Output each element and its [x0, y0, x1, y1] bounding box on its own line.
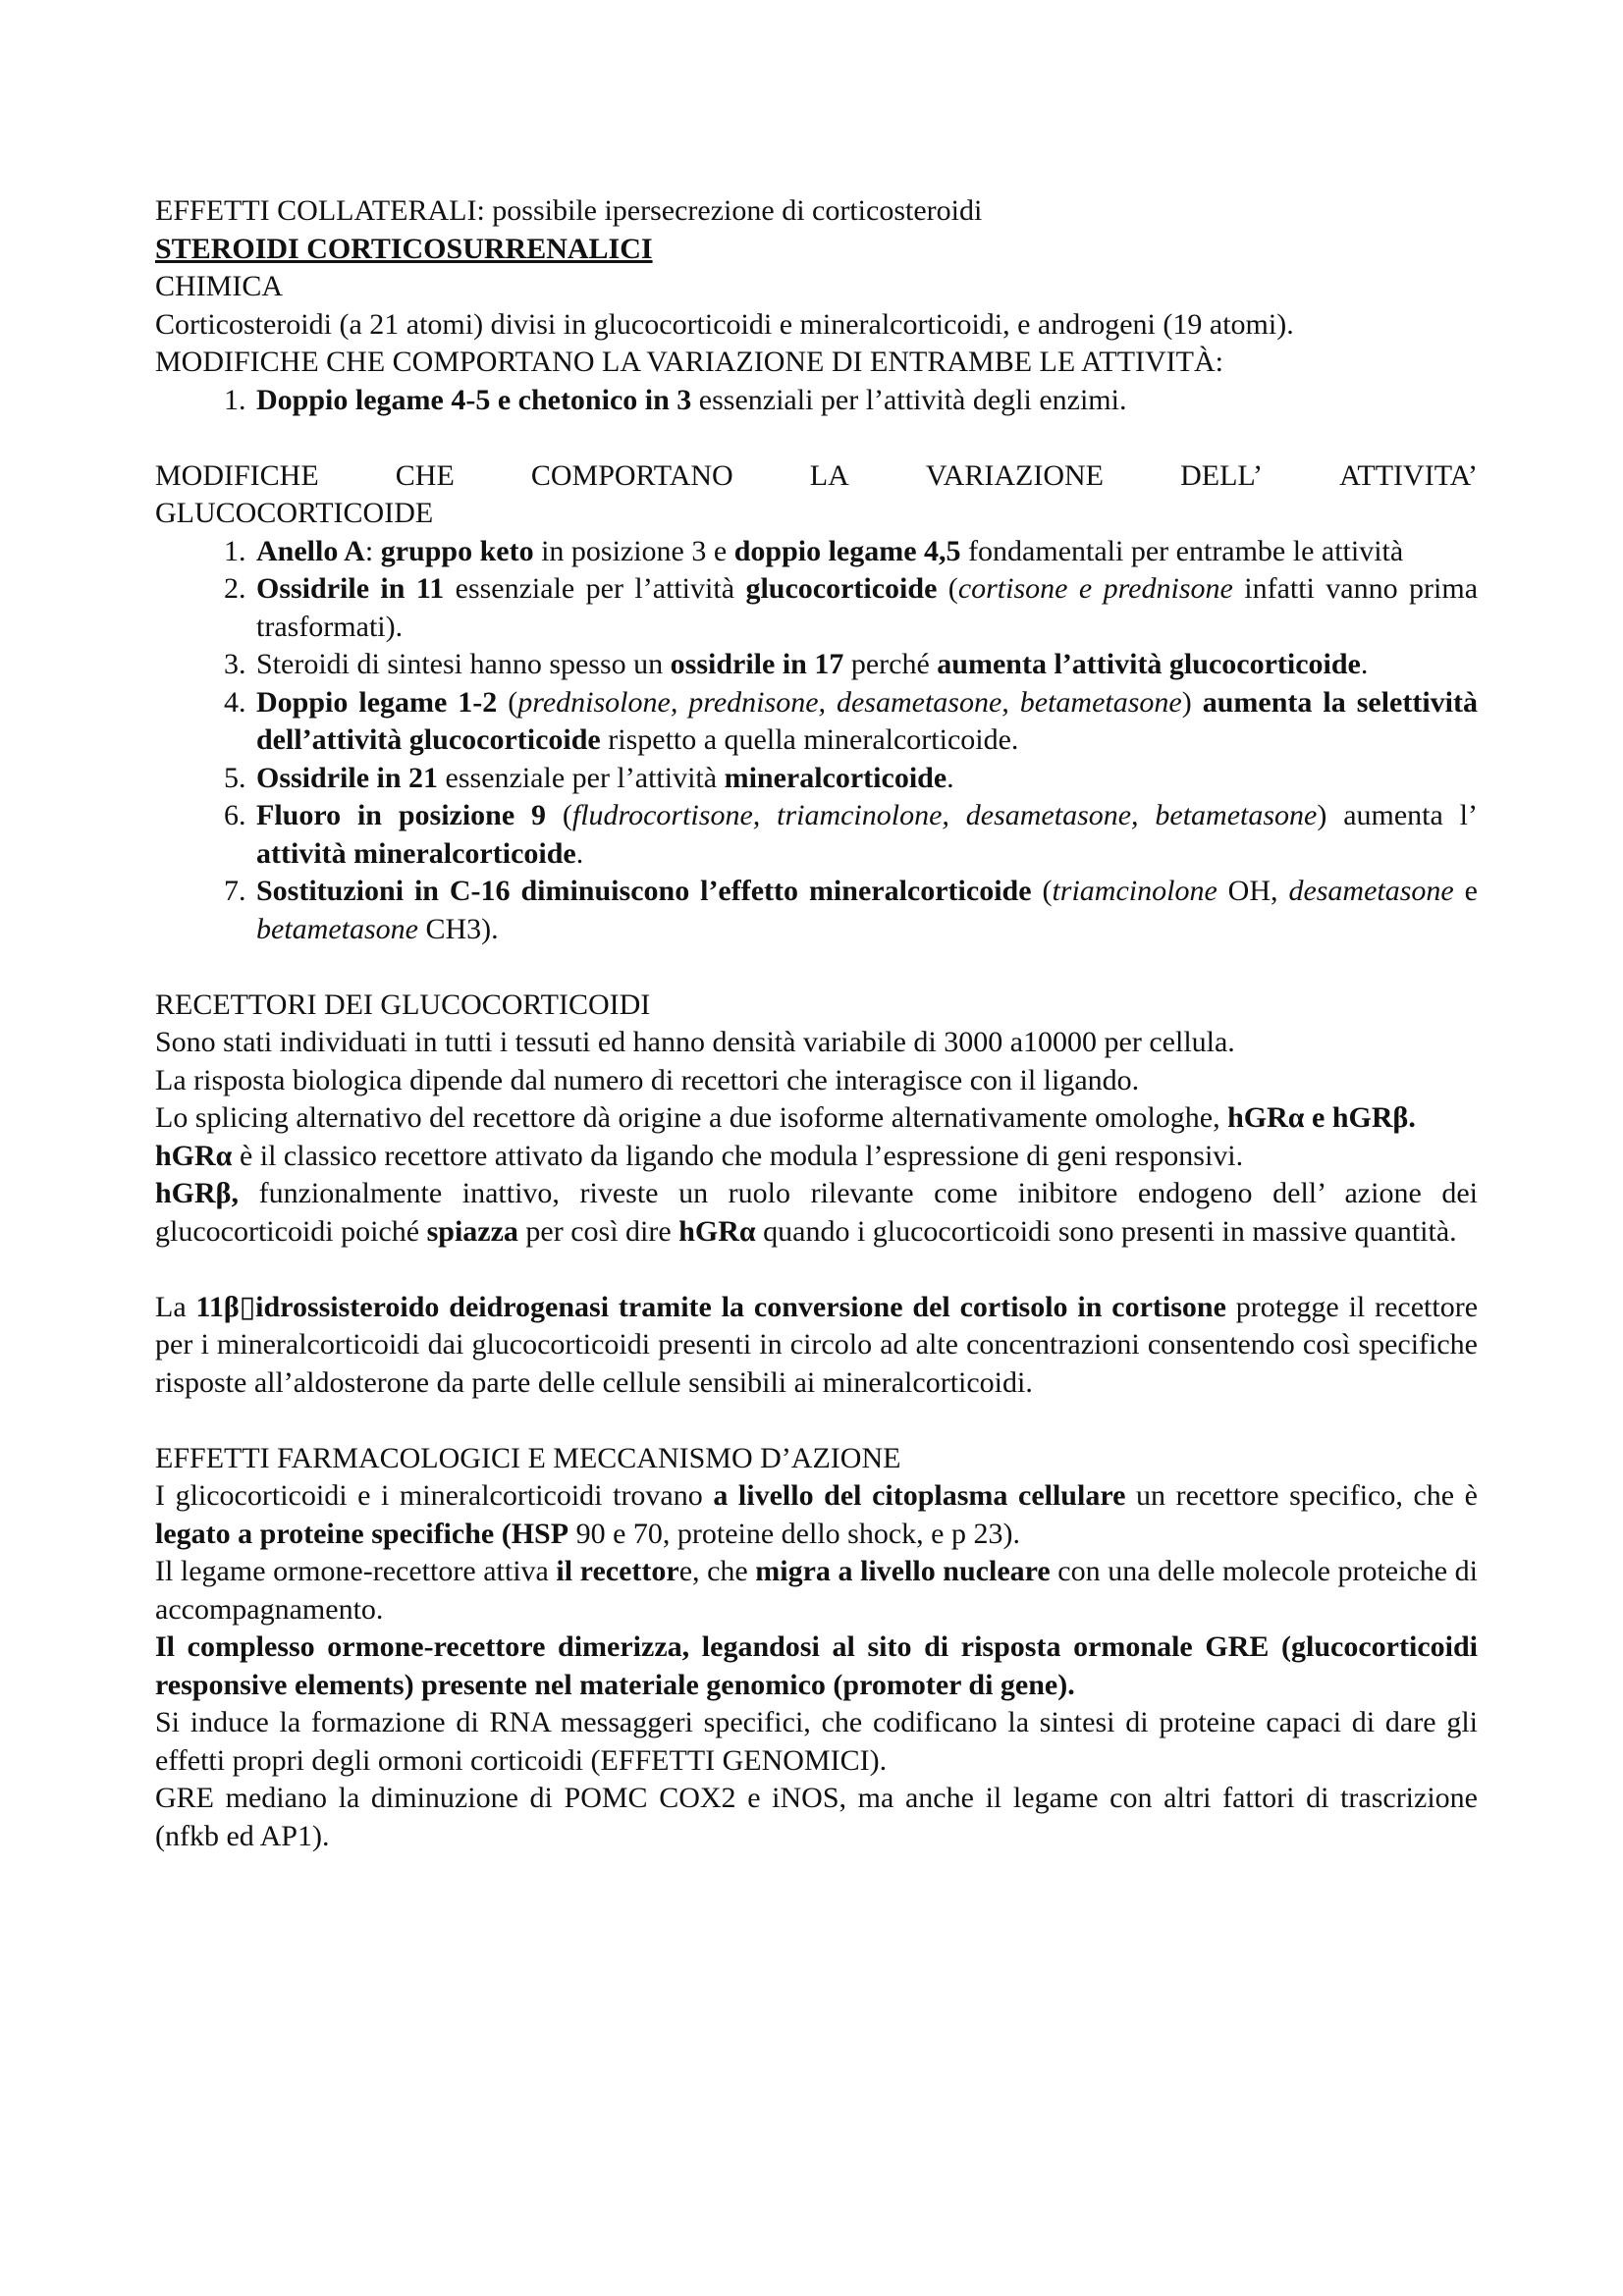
chemistry-heading: CHIMICA	[155, 270, 284, 302]
chemistry-intro: Corticosteroidi (a 21 atomi) divisi in glucocorticoidi e mineralcorticoidi, e androgeni (19 atomi).	[155, 307, 1294, 341]
receptors-paragraph-5: hGRβ, funzionalmente inattivo, riveste un ruolo rilevante come inibitore endogeno dell’ azione dei glucocorticoidi poiché spiazza per così dire hGRα quando i glucocorticoidi sono presenti in massive quantità.	[155, 1177, 1478, 1248]
side-effects-line: EFFETTI COLLATERALI: possibile ipersecrezione di corticosteroidi	[155, 194, 983, 227]
list-item: 6. Fluoro in posizione 9 (fludrocortisone, triamcinolone, desametasone, betametasone) aumenta l’ attività mineralcorticoide.	[253, 797, 1478, 873]
list-item: 1. Doppio legame 4-5 e chetonico in 3 essenziali per l’attività degli enzimi.	[253, 382, 1478, 420]
modifications-list	[155, 533, 1478, 949]
gluco-activity-heading-line2: GLUCOCORTICOIDE	[155, 497, 434, 529]
dehydrogenase-paragraph: La 11β▯idrossisteroido deidrogenasi tramite la conversione del cortisolo in cortisone protegge il recettore per i mineralcorticoidi dai glucocorticoidi presenti in circolo ad alte concentrazioni consentendo così specifiche risposte all’aldosterone da parte delle cellule sensibili ai mineralcorticoidi.	[155, 1290, 1479, 1399]
list-item: 1. Anello A: gruppo keto in posizione 3 e doppio legame 4,5 fondamentali per entrambe le attività	[253, 533, 1478, 571]
list-item: 7. Sostituzioni in C-16 diminuiscono l’effetto mineralcorticoide (triamcinolone OH, desametasone e betametasone CH3).	[253, 873, 1478, 948]
mechanism-heading: EFFETTI FARMACOLOGICI E MECCANISMO D’AZIONE	[155, 1441, 901, 1474]
both-activities-list	[155, 382, 1478, 420]
gluco-activity-heading: MODIFICHE CHE COMPORTANO LA VARIAZIONE DELL’ ATTIVITA’	[155, 458, 1478, 492]
mechanism-paragraph-3: Il complesso ormone-recettore dimerizza, legandosi al sito di risposta ormonale GRE (glucocorticoidi responsive elements) presente nel materiale genomico (promoter di gene).	[155, 1630, 1478, 1701]
list-item: 3. Steroidi di sintesi hanno spesso un ossidrile in 17 perché aumenta l’attività glucocorticoide.	[253, 646, 1478, 684]
blank-line	[155, 1251, 1478, 1289]
receptors-paragraph-4: hGRα è il classico recettore attivato da ligando che modula l’espressione di geni responsivi.	[155, 1139, 1244, 1172]
receptors-paragraph-3: Lo splicing alternativo del recettore dà origine a due isoforme alternativamente omologhe, hGRα e hGRβ.	[155, 1101, 1416, 1134]
document-body	[155, 192, 1478, 1855]
list-item: 4. Doppio legame 1-2 (prednisolone, prednisone, desametasone, betametasone) aumenta la selettività dell’attività glucocorticoide rispetto a quella mineralcorticoide.	[253, 684, 1478, 760]
mechanism-paragraph-4: Si induce la formazione di RNA messaggeri specifici, che codificano la sintesi di proteine capaci di dare gli effetti propri degli ormoni corticoidi (EFFETTI GENOMICI).	[155, 1706, 1478, 1777]
mechanism-paragraph-5: GRE mediano la diminuzione di POMC COX2 e iNOS, ma anche il legame con altri fattori di trascrizione (nfkb ed AP1).	[155, 1782, 1478, 1852]
blank-line	[155, 1402, 1478, 1440]
both-activities-heading: MODIFICHE CHE COMPORTANO LA VARIAZIONE DI ENTRAMBE LE ATTIVITÀ:	[155, 346, 1223, 378]
list-item: 5. Ossidrile in 21 essenziale per l’attività mineralcorticoide.	[253, 760, 1478, 798]
receptors-line-2: La risposta biologica dipende dal numero di recettori che interagisce con il ligando.	[155, 1063, 1140, 1096]
blank-line	[155, 948, 1478, 987]
receptors-heading: RECETTORI DEI GLUCOCORTICOIDI	[155, 988, 651, 1021]
blank-line	[155, 419, 1478, 457]
receptors-line-1: Sono stati individuati in tutti i tessuti ed hanno densità variabile di 3000 a10000 per cellula.	[155, 1026, 1235, 1058]
mechanism-paragraph-2: Il legame ormone-recettore attiva il recettore, che migra a livello nucleare con una delle molecole proteiche di accompagnamento.	[155, 1555, 1478, 1626]
mechanism-paragraph-1: I glicocorticoidi e i mineralcorticoidi trovano a livello del citoplasma cellulare un recettore specifico, che è legato a proteine specifiche (HSP 90 e 70, proteine dello shock, e p 23).	[155, 1479, 1478, 1550]
main-title: STEROIDI CORTICOSURRENALICI	[155, 232, 653, 265]
list-item: 2. Ossidrile in 11 essenziale per l’attività glucocorticoide (cortisone e prednisone infatti vanno prima trasformati).	[253, 570, 1478, 646]
